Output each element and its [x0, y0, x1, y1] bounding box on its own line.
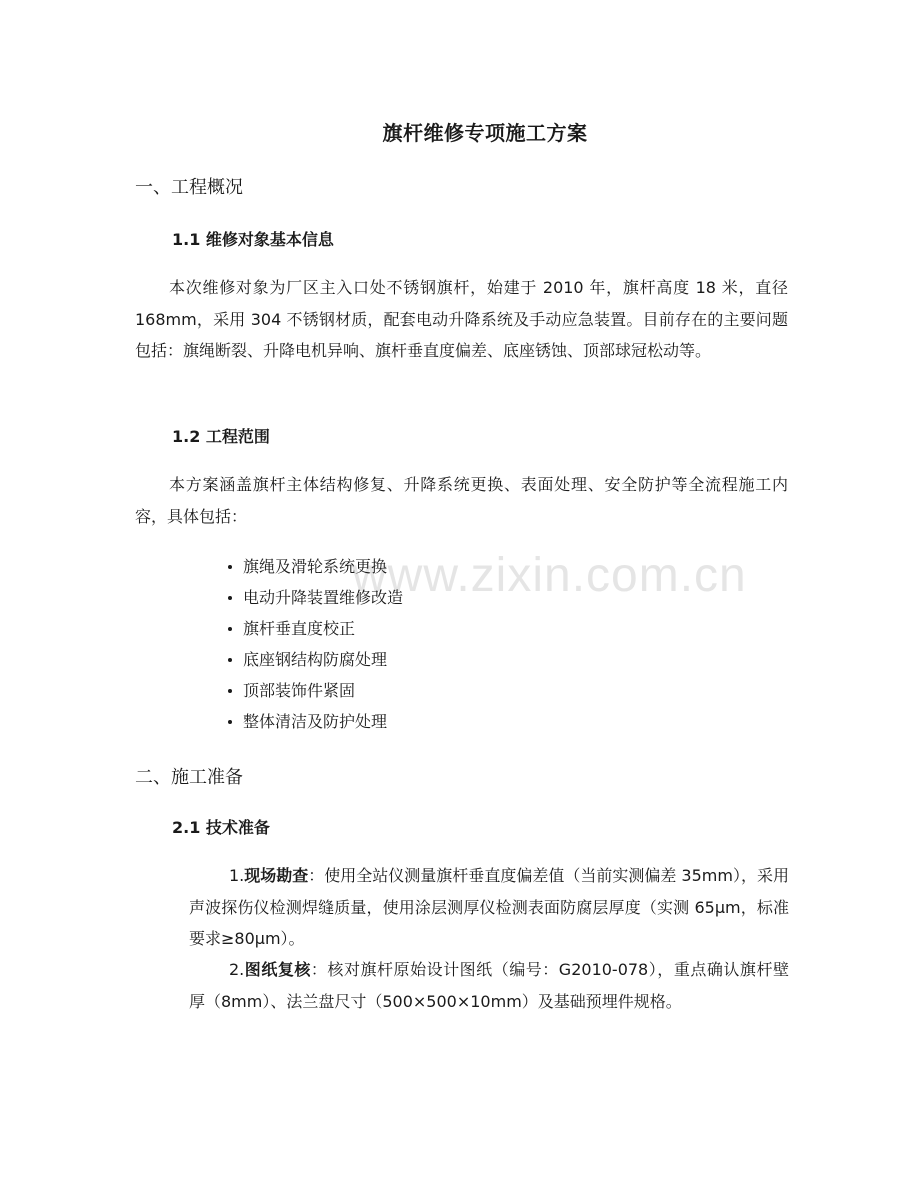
item-keyword: 现场勘查	[244, 866, 309, 885]
scope-list	[228, 551, 403, 737]
section-heading-2: 二、施工准备	[135, 767, 243, 788]
document-title: 旗杆维修专项施工方案	[382, 121, 588, 145]
bullet-icon	[228, 658, 232, 662]
bullet-icon	[228, 596, 232, 600]
list-item: 顶部装饰件紧固	[228, 675, 403, 706]
item-text: ：核对旗杆原始设计图纸（编号：G2010-078），重点确认旗杆壁厚（8mm）、法兰盘尺寸（500×500×10mm）及基础预埋件规格。	[189, 960, 789, 1011]
item-number: 1.	[229, 866, 245, 885]
bullet-icon	[228, 565, 232, 569]
item-number: 2.	[229, 960, 245, 979]
item-text: ：使用全站仪测量旗杆垂直度偏差值（当前实测偏差 35mm），采用声波探伤仪检测焊缝质量，使用涂层测厚仪检测表面防腐层厚度（实测 65μm，标准要求≥80μm）。	[189, 866, 789, 948]
list-item: 底座钢结构防腐处理	[228, 644, 403, 675]
watermark: www.zixin.com.cn	[352, 549, 747, 602]
item-keyword: 图纸复核	[244, 960, 311, 979]
numbered-item-1	[189, 860, 789, 955]
paragraph-1-2: 本方案涵盖旗杆主体结构修复、升降系统更换、表面处理、安全防护等全流程施工内容，具体包括：	[135, 475, 788, 526]
list-item: 整体清洁及防护处理	[228, 706, 403, 737]
section-heading-1: 一、工程概况	[135, 177, 243, 198]
paragraph-1-1: 本次维修对象为厂区主入口处不锈钢旗杆，始建于 2010 年，旗杆高度 18 米，直径 168mm，采用 304 不锈钢材质，配套电动升降系统及手动应急装置。目前存在的主要问题包括：旗绳断裂、升降电机异响、旗杆垂直度偏差、底座锈蚀、顶部球冠松动等。	[135, 278, 788, 360]
list-item: 旗绳及滑轮系统更换	[228, 551, 403, 582]
bullet-icon	[228, 627, 232, 631]
list-item: 旗杆垂直度校正	[228, 613, 403, 644]
bullet-icon	[228, 720, 232, 724]
subsection-heading-1-2: 1.2 工程范围	[172, 427, 270, 446]
bullet-icon	[228, 689, 232, 693]
list-item: 电动升降装置维修改造	[228, 582, 403, 613]
numbered-item-2	[189, 954, 789, 1017]
subsection-heading-2-1: 2.1 技术准备	[172, 818, 270, 837]
subsection-heading-1-1: 1.1 维修对象基本信息	[172, 230, 334, 249]
